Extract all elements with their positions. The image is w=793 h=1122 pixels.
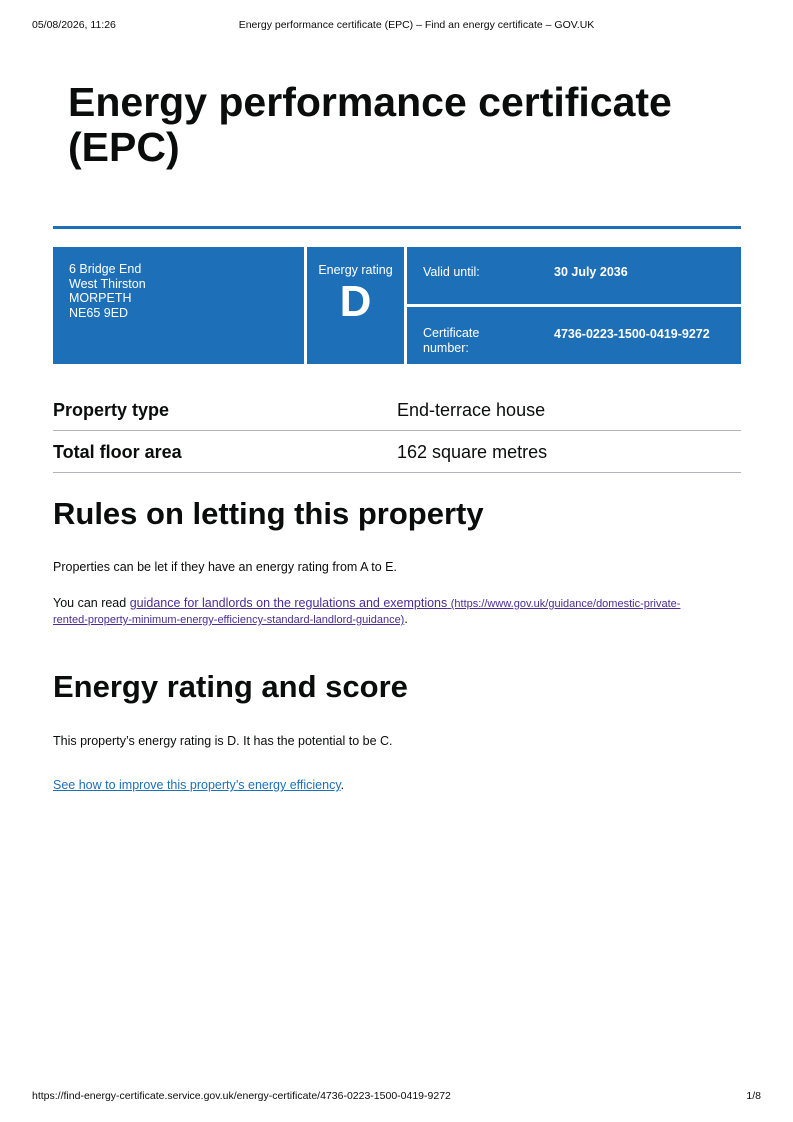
energy-rating-heading: Energy rating and score bbox=[53, 669, 408, 704]
link-url-line-2: rented-property-minimum-energy-efficiency-standard-landlord-guidance) bbox=[53, 614, 405, 626]
summary-value: 162 square metres bbox=[397, 442, 548, 462]
address-line: NE65 9ED bbox=[69, 305, 129, 320]
landlord-guidance-link-text: guidance for landlords on the regulations and exemptions bbox=[129, 596, 448, 610]
print-header bbox=[32, 19, 761, 33]
property-summary-list bbox=[53, 389, 741, 473]
rules-paragraph: Properties can be let if they have an energy rating from A to E. bbox=[53, 560, 397, 574]
certificate-number-label-line-2: number: bbox=[423, 340, 469, 355]
print-page-title: Energy performance certificate (EPC) – Find an energy certificate – GOV.UK bbox=[238, 19, 595, 31]
address-line: MORPETH bbox=[69, 291, 132, 306]
certificate-number-value: 4736-0223-1500-0419-9272 bbox=[554, 327, 710, 341]
summary-key: Total floor area bbox=[53, 442, 182, 462]
page-count: 1/8 bbox=[746, 1090, 761, 1102]
energy-rating-paragraph: This property’s energy rating is D. It has the potential to be C. bbox=[53, 734, 393, 748]
property-address bbox=[53, 247, 304, 364]
improve-paragraph bbox=[53, 778, 741, 793]
page-title bbox=[68, 80, 748, 170]
rules-heading: Rules on letting this property bbox=[53, 496, 484, 531]
summary-row-floor-area bbox=[53, 431, 741, 473]
energy-rating-box bbox=[307, 247, 404, 364]
address-line: West Thirston bbox=[69, 276, 146, 291]
certificate-number-label-line-1: Certificate bbox=[423, 326, 480, 340]
page-title-line-2: (EPC) bbox=[68, 124, 180, 170]
guidance-paragraph bbox=[53, 596, 741, 628]
certificate-number-box bbox=[407, 307, 741, 364]
certificate-summary bbox=[53, 247, 741, 364]
landlord-guidance-link[interactable] bbox=[53, 596, 680, 626]
print-datetime: 05/08/2026, 11:26 bbox=[32, 19, 116, 31]
valid-until-label: Valid until: bbox=[423, 265, 480, 279]
summary-key: Property type bbox=[53, 400, 170, 420]
section-divider bbox=[53, 226, 741, 229]
guidance-suffix: . bbox=[404, 612, 408, 626]
page-title-line-1: Energy performance certificate bbox=[68, 79, 672, 125]
certificate-number-label bbox=[423, 326, 479, 355]
valid-until-box bbox=[407, 247, 741, 304]
energy-rating-letter: D bbox=[339, 277, 372, 326]
guidance-prefix: You can read bbox=[53, 596, 130, 610]
summary-row-property-type bbox=[53, 389, 741, 431]
address-line: 6 Bridge End bbox=[69, 262, 142, 276]
energy-rating-label: Energy rating bbox=[318, 263, 393, 277]
link-url-line-1: (https://www.gov.uk/guidance/domestic-private- bbox=[450, 598, 681, 610]
improve-efficiency-link[interactable]: See how to improve this property’s energy efficiency bbox=[53, 778, 341, 792]
print-url: https://find-energy-certificate.service.gov.uk/energy-certificate/4736-0223-1500-0419-9272 bbox=[32, 1090, 451, 1102]
valid-until-value: 30 July 2036 bbox=[554, 265, 628, 279]
summary-value: End-terrace house bbox=[397, 400, 546, 420]
improve-suffix: . bbox=[340, 778, 345, 792]
